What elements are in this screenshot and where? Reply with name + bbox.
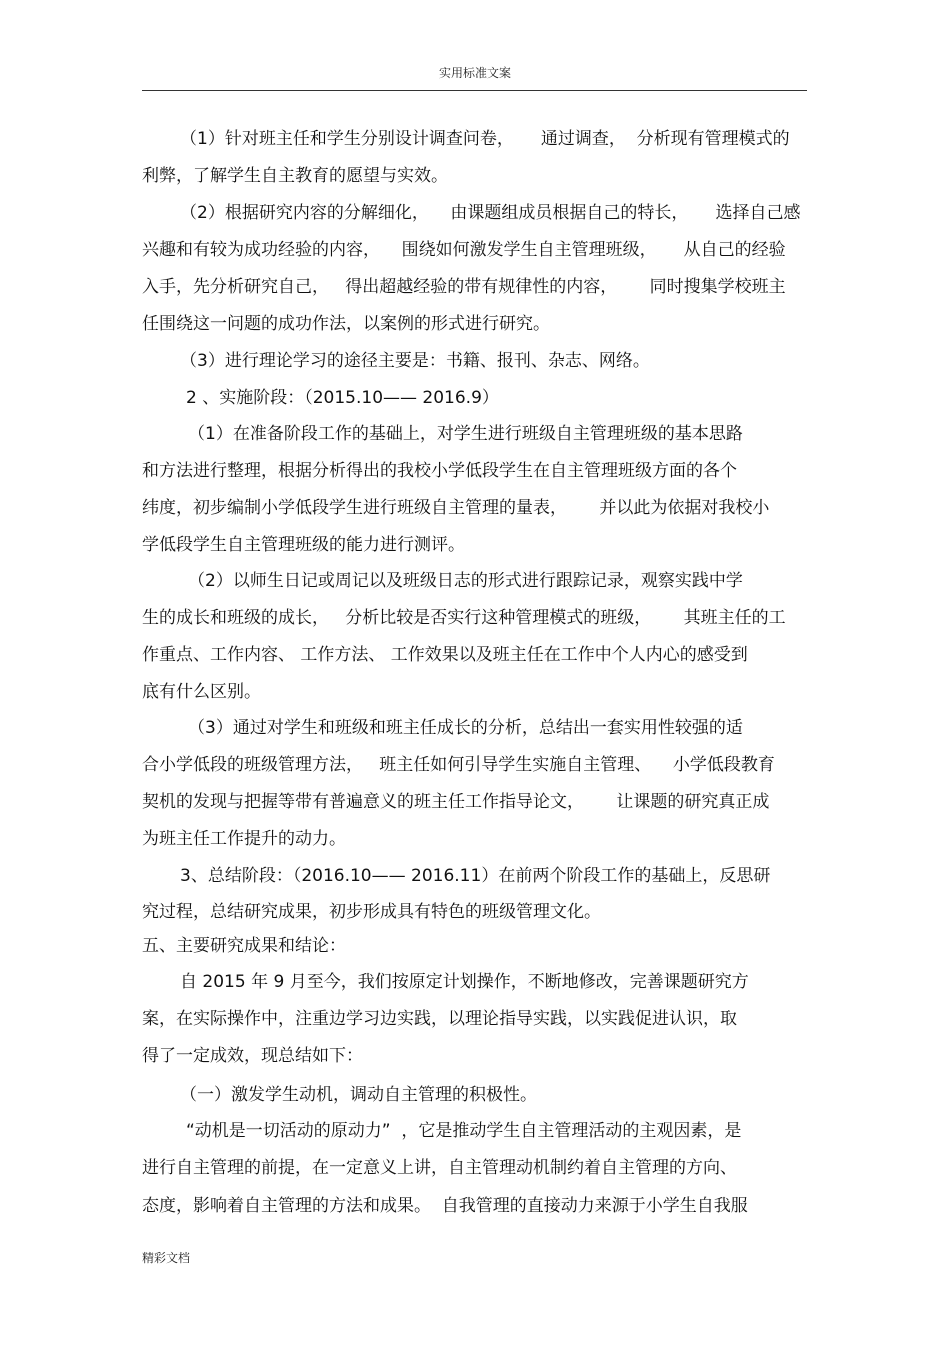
text-line: （1）在准备阶段工作的基础上，对学生进行班级自主管理班级的基本思路 <box>188 424 743 444</box>
text-line: 3、总结阶段：（2016.10—— 2016.11）在前两个阶段工作的基础上，反思研 <box>180 866 771 886</box>
text-line: （2）以师生日记或周记以及班级日志的形式进行跟踪记录，观察实践中学 <box>188 571 743 591</box>
text-line: （1）针对班主任和学生分别设计调查问卷， 通过调查， 分析现有管理模式的 <box>180 129 790 149</box>
text-line: 任围绕这一问题的成功作法，以案例的形式进行研究。 <box>142 314 550 334</box>
text-line: 利弊，了解学生自主教育的愿望与实效。 <box>142 166 448 186</box>
text-line: 进行自主管理的前提，在一定意义上讲，自主管理动机制约着自主管理的方向、 <box>142 1158 737 1178</box>
text-line: 生的成长和班级的成长， 分析比较是否实行这种管理模式的班级， 其班主任的工 <box>142 608 786 628</box>
text-line: 契机的发现与把握等带有普遍意义的班主任工作指导论文， 让课题的研究真正成 <box>142 792 770 812</box>
text-line: 2 、实施阶段：（2015.10—— 2016.9） <box>186 388 499 408</box>
text-line: 得了一定成效，现总结如下： <box>142 1046 363 1066</box>
text-line: 态度，影响着自主管理的方法和成果。 自我管理的直接动力来源于小学生自我服 <box>142 1196 748 1216</box>
text-line: 案，在实际操作中，注重边学习边实践，以理论指导实践，以实践促进认识，取 <box>142 1009 737 1029</box>
text-line: 和方法进行整理，根据分析得出的我校小学低段学生在自主管理班级方面的各个 <box>142 461 737 481</box>
page-footer: 精彩文档 <box>142 1251 191 1265</box>
text-line: （3）进行理论学习的途径主要是：书籍、报刊、杂志、网络。 <box>180 351 650 371</box>
text-line: 合小学低段的班级管理方法， 班主任如何引导学生实施自主管理、 小学低段教育 <box>142 755 775 775</box>
subsection-heading: （一）激发学生动机，调动自主管理的积极性。 <box>180 1085 537 1105</box>
text-line: 纬度，初步编制小学低段学生进行班级自主管理的量表， 并以此为依据对我校小 <box>142 498 770 518</box>
text-line: （3）通过对学生和班级和班主任成长的分析，总结出一套实用性较强的适 <box>188 718 743 738</box>
text-line: （2）根据研究内容的分解细化， 由课题组成员根据自己的特长， 选择自己感 <box>180 203 801 223</box>
text-line: 学低段学生自主管理班级的能力进行测评。 <box>142 535 465 555</box>
text-line: 入手，先分析研究自己， 得出超越经验的带有规律性的内容， 同时搜集学校班主 <box>142 277 786 297</box>
text-line: 究过程，总结研究成果，初步形成具有特色的班级管理文化。 <box>142 902 601 922</box>
text-line: 兴趣和有较为成功经验的内容， 围绕如何激发学生自主管理班级， 从自己的经验 <box>142 240 786 260</box>
text-line: “动机是一切活动的原动力” ，它是推动学生自主管理活动的主观因素，是 <box>186 1121 742 1141</box>
text-line: 自 2015 年 9 月至今，我们按原定计划操作，不断地修改，完善课题研究方 <box>180 972 749 992</box>
text-line: 作重点、工作内容、 工作方法、 工作效果以及班主任在工作中个人内心的感受到 <box>142 645 748 665</box>
text-line: 为班主任工作提升的动力。 <box>142 829 346 849</box>
header-divider <box>142 90 807 91</box>
page-header: 实用标准文案 <box>438 66 511 80</box>
section-heading: 五、主要研究成果和结论： <box>142 936 346 956</box>
text-line: 底有什么区别。 <box>142 682 261 702</box>
